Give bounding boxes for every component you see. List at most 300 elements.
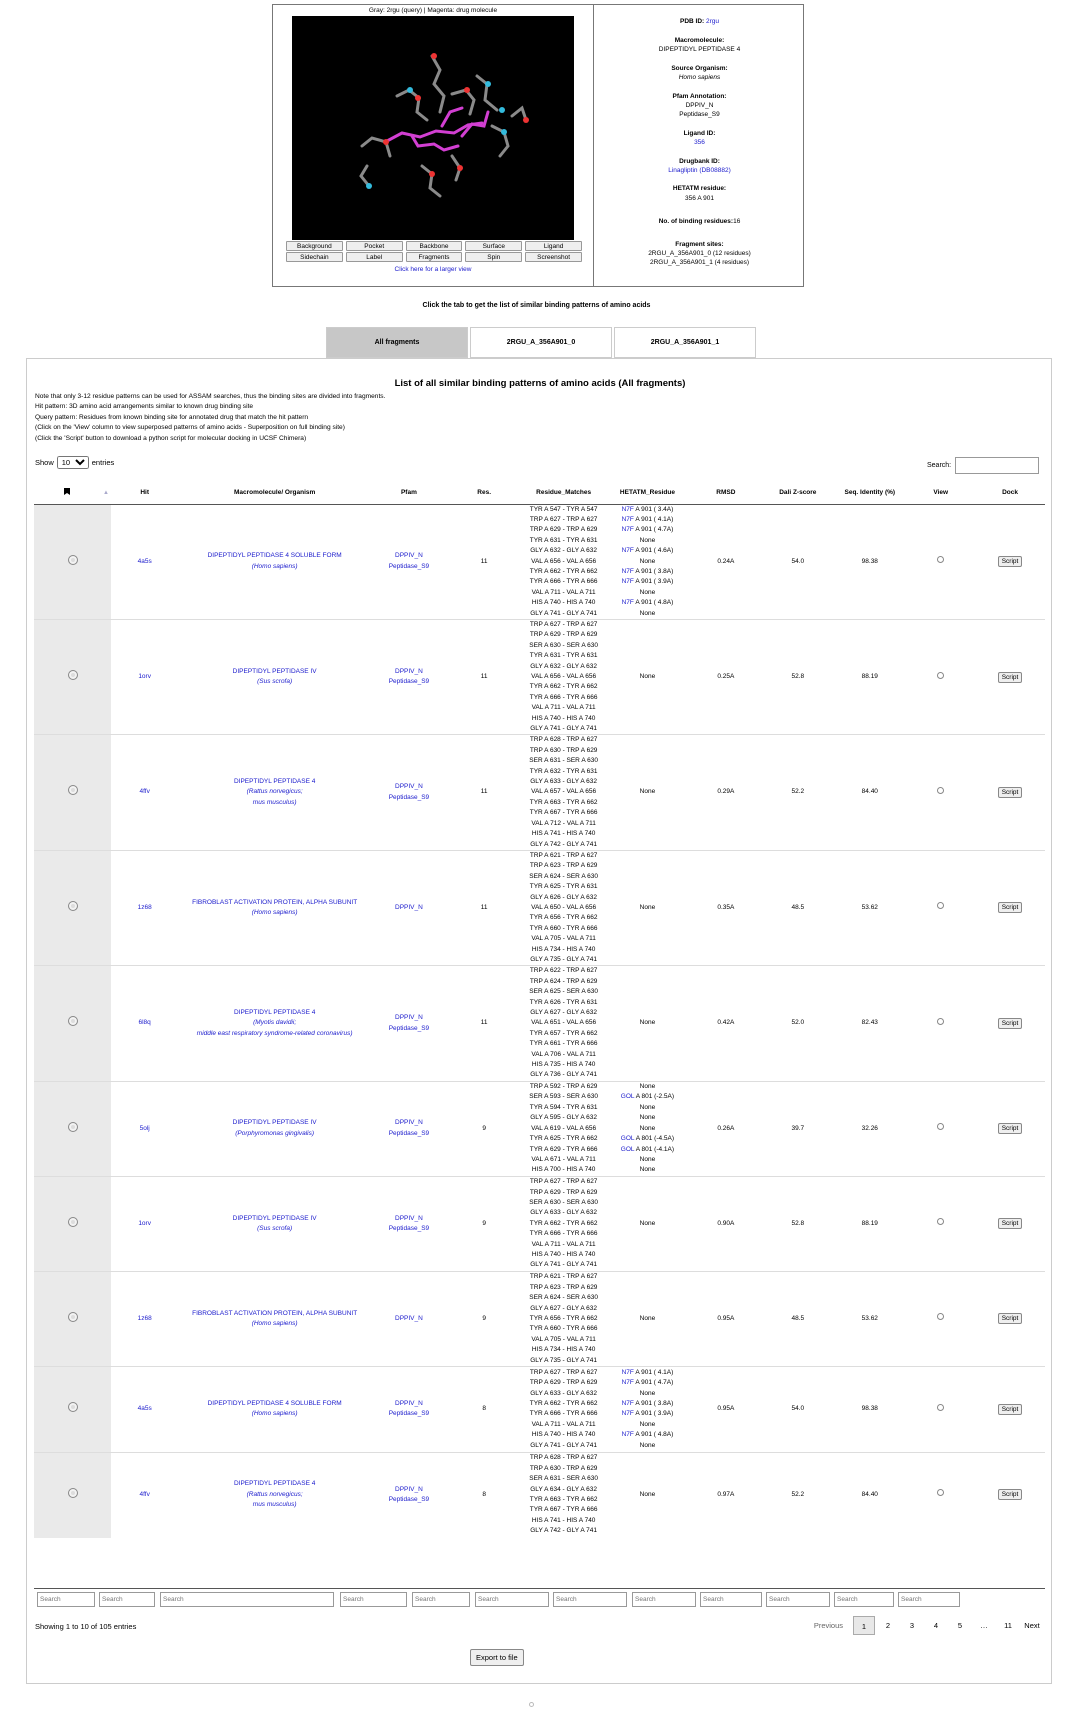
surface-button[interactable]: Surface	[465, 241, 522, 251]
dali-zscore: 39.7	[762, 1081, 833, 1176]
sidechain-button[interactable]: Sidechain	[286, 252, 343, 262]
col-dock[interactable]: Dock	[975, 482, 1045, 504]
table-body	[34, 504, 1045, 1538]
hetatm-entry	[606, 1113, 690, 1123]
residue-match: HIS A 741 - HIS A 740	[531, 1516, 596, 1524]
residue-match: VAL A 712 - VAL A 711	[531, 819, 596, 827]
organism-link[interactable]: (Homo sapiens)	[251, 909, 298, 917]
hetatm-link[interactable]: N7F	[621, 599, 634, 607]
pfam-link[interactable]: DPPIV_N	[395, 903, 423, 911]
rmsd-value: 0.95A	[689, 1367, 762, 1452]
search-col-dock[interactable]	[898, 1592, 960, 1607]
search-col-view[interactable]	[834, 1592, 894, 1607]
hit-cell	[111, 1081, 178, 1176]
macromolecule-link[interactable]: DIPEPTIDYL PEPTIDASE IV	[232, 1119, 317, 1127]
backbone-button[interactable]: Backbone	[406, 241, 463, 251]
tab-fragment-0[interactable]: 2RGU_A_356A901_0	[470, 327, 612, 358]
table-row[interactable]	[34, 504, 1045, 619]
hit-cell	[111, 504, 178, 619]
table-row[interactable]	[34, 619, 1045, 734]
page-button[interactable]: 1	[853, 1616, 875, 1635]
col-macromolecule[interactable]: Macromolecule/ Organism	[178, 482, 371, 504]
table-header-row	[34, 482, 1045, 504]
hit-link[interactable]: 4a5s	[137, 1405, 152, 1413]
hetatm-entry	[606, 903, 690, 913]
pfam-link[interactable]: DPPIV_N	[395, 552, 423, 560]
view-radio[interactable]	[937, 787, 944, 794]
pfam-cell	[371, 966, 446, 1081]
pdb-id-label: PDB ID:	[679, 18, 705, 25]
organism-link[interactable]: mus musculus)	[252, 798, 297, 806]
col-view[interactable]: View	[906, 482, 975, 504]
organism-link[interactable]: (Rattus norvegicus;	[246, 1490, 303, 1498]
organism-value: Homo sapiens	[678, 73, 721, 81]
larger-view-link[interactable]: Click here for a larger view	[394, 266, 472, 273]
select-radio[interactable]	[68, 1312, 78, 1322]
dock-cell	[975, 1367, 1045, 1452]
drugbank-link[interactable]: Linagliptin (DB08882)	[668, 166, 731, 174]
pfam-link[interactable]: Peptidase_S9	[388, 562, 430, 570]
hetatm-entry	[606, 1092, 690, 1102]
select-radio[interactable]	[68, 555, 78, 565]
residue-match: SER A 630 - SER A 630	[529, 1198, 598, 1206]
hetatm-cell	[606, 619, 690, 734]
hetatm-link[interactable]: N7F	[621, 578, 634, 586]
pfam-value-1: DPPIV_N	[685, 101, 714, 109]
pfam-link[interactable]: DPPIV_N	[395, 1485, 423, 1493]
view-radio[interactable]	[937, 1123, 944, 1130]
hetatm-link[interactable]: N7F	[621, 547, 634, 555]
view-radio[interactable]	[937, 672, 944, 679]
hetatm-text: None	[639, 1114, 656, 1122]
residue-match: HIS A 735 - HIS A 740	[531, 1061, 596, 1069]
residue-matches-cell	[522, 1452, 606, 1537]
residue-match: TYR A 660 - TYR A 666	[529, 924, 598, 932]
view-radio[interactable]	[937, 1404, 944, 1411]
select-cell	[34, 1452, 111, 1537]
select-radio[interactable]	[68, 670, 78, 680]
organism-link[interactable]: (Homo sapiens)	[251, 1320, 298, 1328]
search-col-hetatm[interactable]	[553, 1592, 627, 1607]
dock-cell	[975, 619, 1045, 734]
hit-link[interactable]: 4a5s	[137, 557, 152, 565]
page-button[interactable]: 11	[1004, 1621, 1012, 1630]
fragment-site-2: 2RGU_A_356A901_1 (4 residues)	[649, 259, 749, 267]
residue-match: TRP A 592 - TRP A 629	[529, 1083, 598, 1091]
res-count: 11	[447, 850, 522, 965]
view-radio[interactable]	[937, 556, 944, 563]
sort-asc-icon[interactable]: ▲	[101, 482, 112, 504]
search-col-select[interactable]	[37, 1592, 95, 1607]
binding-residues-value: 16	[733, 217, 741, 225]
ligand-button[interactable]: Ligand	[525, 241, 582, 251]
residue-match: TRP A 629 - TRP A 629	[529, 1379, 598, 1387]
page-end-marker	[529, 1702, 534, 1707]
residue-matches-cell	[522, 1367, 606, 1452]
select-radio[interactable]	[68, 1488, 78, 1498]
background-button[interactable]: Background	[286, 241, 343, 251]
residue-match: TRP A 628 - TRP A 627	[529, 1454, 598, 1462]
residue-match: GLY A 735 - GLY A 741	[530, 955, 597, 963]
hetatm-text: A 901 ( 4.1A)	[633, 515, 674, 523]
hetatm-cell	[606, 1272, 690, 1367]
ligand-id-link[interactable]: 356	[694, 138, 705, 146]
residue-match: TYR A 625 - TYR A 631	[529, 883, 598, 891]
script-button[interactable]: Script	[998, 902, 1023, 913]
next-page-button[interactable]: Next	[1024, 1621, 1040, 1630]
screenshot-button[interactable]: Screenshot	[525, 252, 582, 262]
macromolecule-link[interactable]: FIBROBLAST ACTIVATION PROTEIN, ALPHA SUBUNIT	[192, 1309, 358, 1317]
tab-hint: Click the tab to get the list of similar binding patterns of amino acids	[422, 302, 651, 309]
hit-link[interactable]: 5olj	[139, 1124, 150, 1132]
page-length-select[interactable]	[57, 456, 89, 469]
table-row[interactable]	[34, 1081, 1045, 1176]
hit-link[interactable]: 1orv	[138, 1219, 151, 1227]
hetatm-link[interactable]: GOL	[620, 1135, 635, 1143]
residue-match: VAL A 651 - VAL A 656	[531, 1019, 597, 1027]
hetatm-link[interactable]: N7F	[621, 505, 634, 513]
residue-match: VAL A 650 - VAL A 656	[531, 903, 597, 911]
pfam-link[interactable]: Peptidase_S9	[388, 1024, 430, 1032]
hit-link[interactable]: 6l8q	[138, 1019, 151, 1027]
macromolecule-link[interactable]: DIPEPTIDYL PEPTIDASE 4 SOLUBLE FORM	[207, 1399, 342, 1407]
pfam-link[interactable]: DPPIV_N	[395, 667, 423, 675]
hetatm-link[interactable]: N7F	[621, 526, 634, 534]
macromolecule-cell	[178, 1452, 371, 1537]
residue-match: GLY A 741 - GLY A 741	[530, 609, 597, 617]
page-button[interactable]: 3	[909, 1621, 915, 1630]
hetatm-text: None	[639, 1389, 656, 1397]
res-count: 11	[447, 735, 522, 850]
residue-match: GLY A 742 - GLY A 741	[530, 1527, 597, 1535]
hit-cell	[111, 1176, 178, 1271]
residue-match: TRP A 630 - TRP A 629	[529, 746, 598, 754]
residue-match: SER A 625 - SER A 630	[529, 988, 598, 996]
drugbank-label: Drugbank ID:	[679, 157, 720, 165]
table-row[interactable]	[34, 1367, 1045, 1452]
dock-cell	[975, 1272, 1045, 1367]
view-radio[interactable]	[937, 1218, 944, 1225]
select-cell	[34, 966, 111, 1081]
hetatm-cell	[606, 1367, 690, 1452]
residue-match: GLY A 627 - GLY A 632	[530, 1304, 597, 1312]
residue-match: SER A 593 - SER A 630	[529, 1093, 598, 1101]
hetatm-link[interactable]: N7F	[621, 567, 634, 575]
macromolecule-link[interactable]: DIPEPTIDYL PEPTIDASE 4	[233, 1009, 316, 1016]
search-col-pfam[interactable]	[340, 1592, 407, 1607]
residue-match: GLY A 632 - GLY A 632	[530, 662, 597, 670]
pfam-link[interactable]: Peptidase_S9	[388, 793, 430, 801]
hetatm-text: None	[639, 673, 656, 680]
script-button[interactable]: Script	[998, 672, 1023, 683]
residue-match: VAL A 711 - VAL A 711	[531, 1240, 596, 1248]
note-line: (Click the 'Script' button to download a python script for molecular docking in UCSF Chimera)	[35, 434, 307, 442]
residue-match: GLY A 735 - GLY A 741	[530, 1356, 597, 1364]
label-button[interactable]: Label	[346, 252, 403, 262]
organism-link[interactable]: (Myotis davidii;	[253, 1019, 297, 1027]
search-col-dali[interactable]	[700, 1592, 762, 1607]
hetatm-entry	[606, 1378, 690, 1388]
table-row[interactable]	[34, 1452, 1045, 1537]
hetatm-text: None	[639, 588, 656, 596]
pfam-link[interactable]: DPPIV_N	[395, 1119, 423, 1127]
hit-link[interactable]: 4ffv	[139, 788, 150, 796]
spin-button[interactable]: Spin	[465, 252, 522, 262]
hit-cell	[111, 966, 178, 1081]
structure-viewer-panel	[272, 4, 804, 287]
script-button[interactable]: Script	[998, 1489, 1023, 1500]
script-button[interactable]: Script	[998, 787, 1023, 798]
organism-link[interactable]: (Sus scrofa)	[257, 678, 293, 686]
res-count: 9	[447, 1176, 522, 1271]
search-input[interactable]	[955, 457, 1039, 474]
page-button[interactable]: 2	[885, 1621, 891, 1630]
hetatm-cell	[606, 850, 690, 965]
residue-match: VAL A 711 - VAL A 711	[531, 588, 596, 596]
hetatm-text: None	[639, 1124, 656, 1132]
residue-match: HIS A 740 - HIS A 740	[531, 1251, 596, 1259]
hetatm-entry	[606, 577, 690, 587]
note-line: (Click on the 'View' column to view superposed patterns of amino acids - Superposition on full binding site)	[35, 424, 345, 432]
bookmark-icon	[64, 488, 70, 495]
hetatm-link[interactable]: N7F	[621, 515, 634, 523]
search-col-hit[interactable]	[99, 1592, 155, 1607]
residue-match: TYR A 667 - TYR A 666	[529, 1506, 598, 1514]
hetatm-entry	[606, 672, 690, 682]
pfam-link[interactable]: Peptidase_S9	[388, 678, 430, 686]
hetatm-entry	[606, 598, 690, 608]
pfam-cell	[371, 619, 446, 734]
residue-matches-cell	[522, 735, 606, 850]
residue-match: TYR A 666 - TYR A 666	[529, 693, 598, 701]
residue-match: TYR A 663 - TYR A 662	[529, 798, 598, 806]
hetatm-entry	[606, 1409, 690, 1419]
hit-link[interactable]: 1orv	[138, 673, 151, 680]
table-row[interactable]	[34, 966, 1045, 1081]
view-cell	[906, 1176, 975, 1271]
select-radio[interactable]	[68, 901, 78, 911]
pfam-link[interactable]: DPPIV_N	[395, 783, 423, 791]
col-hetatm[interactable]: HETATM_Residue	[606, 482, 690, 504]
organism-link[interactable]: (Sus scrofa)	[257, 1225, 293, 1232]
col-pfam[interactable]: Pfam	[371, 482, 446, 504]
pfam-link[interactable]: DPPIV_N	[395, 1399, 423, 1407]
select-radio[interactable]	[68, 1402, 78, 1412]
search-col-res[interactable]	[412, 1592, 470, 1607]
page-button[interactable]: 4	[933, 1621, 939, 1630]
hetatm-text: None	[639, 788, 656, 796]
view-radio[interactable]	[937, 1018, 944, 1025]
dali-zscore: 54.0	[762, 1367, 833, 1452]
pagination	[812, 1616, 1043, 1635]
residue-match: GLY A 633 - GLY A 632	[530, 1389, 597, 1397]
pfam-link[interactable]: DPPIV_N	[395, 1214, 423, 1222]
view-radio[interactable]	[937, 1313, 944, 1320]
pocket-button[interactable]: Pocket	[346, 241, 403, 251]
organism-link[interactable]: middle east respiratory syndrome-related coronavirus)	[196, 1029, 353, 1037]
note-line: Note that only 3-12 residue patterns can be used for ASSAM searches, thus the binding sites are divided into fragments.	[35, 393, 386, 400]
macromolecule-cell	[178, 1081, 371, 1176]
col-dali[interactable]: Dali Z-score	[762, 482, 833, 504]
macromolecule-link[interactable]: FIBROBLAST ACTIVATION PROTEIN, ALPHA SUBUNIT	[192, 898, 358, 906]
pfam-link[interactable]: DPPIV_N	[395, 1314, 423, 1322]
script-button[interactable]: Script	[998, 1218, 1023, 1229]
residue-match: SER A 631 - SER A 630	[529, 757, 598, 765]
search-col-rmsd[interactable]	[632, 1592, 696, 1607]
script-button[interactable]: Script	[998, 1313, 1023, 1324]
rmsd-value: 0.42A	[689, 966, 762, 1081]
hetatm-text: None	[639, 536, 656, 544]
macromolecule-link[interactable]: DIPEPTIDYL PEPTIDASE IV	[232, 1214, 317, 1222]
col-res[interactable]: Res.	[447, 482, 522, 504]
hetatm-text: None	[639, 1420, 656, 1428]
table-row[interactable]	[34, 735, 1045, 850]
hetatm-link[interactable]: N7F	[621, 1368, 634, 1376]
hetatm-link[interactable]: N7F	[621, 1399, 634, 1407]
select-radio[interactable]	[68, 1016, 78, 1026]
rmsd-value: 0.95A	[689, 1272, 762, 1367]
molecule-3d-canvas[interactable]	[292, 16, 574, 240]
hetatm-text: A 901 ( 4.1A)	[633, 1368, 674, 1376]
macromolecule-link[interactable]: DIPEPTIDYL PEPTIDASE IV	[232, 667, 317, 675]
pfam-link[interactable]: Peptidase_S9	[388, 1410, 430, 1418]
residue-match: TRP A 622 - TRP A 627	[529, 967, 598, 975]
hetatm-link[interactable]: GOL	[620, 1145, 635, 1153]
seq-identity: 84.40	[833, 1452, 906, 1537]
residue-matches-cell	[522, 619, 606, 734]
export-button[interactable]: Export to file	[470, 1649, 524, 1666]
residue-match: TYR A 594 - TYR A 631	[529, 1103, 598, 1111]
seq-identity: 88.19	[833, 1176, 906, 1271]
macromolecule-link[interactable]: DIPEPTIDYL PEPTIDASE 4	[233, 778, 316, 786]
script-button[interactable]: Script	[998, 1123, 1023, 1134]
page-button[interactable]: 5	[957, 1621, 963, 1630]
hetatm-entry	[606, 1430, 690, 1440]
residue-match: TRP A 623 - TRP A 629	[529, 862, 598, 870]
view-cell	[906, 850, 975, 965]
search-col-seq-identity[interactable]	[766, 1592, 830, 1607]
tab-all-fragments[interactable]: All fragments	[326, 327, 468, 358]
fragments-button[interactable]: Fragments	[406, 252, 463, 262]
hetatm-text: None	[639, 903, 656, 911]
table-row[interactable]	[34, 1272, 1045, 1367]
macromolecule-link[interactable]: DIPEPTIDYL PEPTIDASE 4 SOLUBLE FORM	[207, 552, 342, 560]
hetatm-value: 356 A 901	[685, 194, 714, 202]
residue-match: GLY A 595 - GLY A 632	[530, 1114, 597, 1122]
pfam-cell	[371, 1272, 446, 1367]
residue-match: VAL A 711 - VAL A 711	[531, 704, 596, 712]
view-radio[interactable]	[937, 1489, 944, 1496]
hetatm-text: A 901 ( 4.7A)	[633, 1379, 674, 1387]
hetatm-link[interactable]: N7F	[621, 1431, 634, 1439]
res-count: 8	[447, 1367, 522, 1452]
select-radio[interactable]	[68, 785, 78, 795]
residue-matches-cell	[522, 1272, 606, 1367]
residue-match: TYR A 631 - TYR A 631	[529, 536, 598, 544]
view-cell	[906, 504, 975, 619]
dali-zscore: 48.5	[762, 1272, 833, 1367]
macromolecule-cell	[178, 1176, 371, 1271]
organism-link[interactable]: (Homo sapiens)	[251, 1410, 298, 1418]
binding-site-info	[593, 5, 805, 286]
search-col-macromolecule[interactable]	[160, 1592, 334, 1607]
script-button[interactable]: Script	[998, 556, 1023, 567]
view-cell	[906, 966, 975, 1081]
hetatm-text: None	[639, 1166, 656, 1174]
col-seq-identity[interactable]: Seq. Identity (%)	[833, 482, 906, 504]
residue-match: GLY A 742 - GLY A 741	[530, 840, 597, 848]
view-cell	[906, 1081, 975, 1176]
residue-match: GLY A 626 - GLY A 632	[530, 893, 597, 901]
hetatm-link[interactable]: N7F	[621, 1410, 634, 1418]
organism-link[interactable]: mus musculus)	[252, 1501, 297, 1509]
select-radio[interactable]	[68, 1217, 78, 1227]
script-button[interactable]: Script	[998, 1018, 1023, 1029]
residue-match: TYR A 656 - TYR A 662	[529, 1314, 598, 1322]
organism-link[interactable]: (Rattus norvegicus;	[246, 788, 303, 796]
macromolecule-cell	[178, 504, 371, 619]
pfam-cell	[371, 1367, 446, 1452]
hit-link[interactable]: 4ffv	[139, 1490, 150, 1498]
residue-match: VAL A 619 - VAL A 656	[531, 1124, 597, 1132]
residue-match: TRP A 624 - TRP A 629	[529, 977, 598, 985]
note-line: Hit pattern: 3D amino acid arrangements similar to known drug binding site	[35, 403, 254, 411]
hetatm-text: None	[639, 1103, 656, 1111]
hit-link[interactable]: 1z68	[137, 1314, 152, 1322]
residue-matches-cell	[522, 850, 606, 965]
pdb-id-link[interactable]: 2rgu	[706, 18, 720, 25]
script-button[interactable]: Script	[998, 1404, 1023, 1415]
hetatm-link[interactable]: GOL	[620, 1093, 635, 1101]
binding-residues-label: No. of binding residues:	[658, 217, 734, 225]
col-residue-matches[interactable]: Residue_Matches	[522, 482, 606, 504]
hetatm-text: None	[639, 1441, 656, 1449]
table-row[interactable]	[34, 850, 1045, 965]
table-row[interactable]	[34, 1176, 1045, 1271]
pfam-link[interactable]: Peptidase_S9	[388, 1129, 430, 1137]
hetatm-entry	[606, 1389, 690, 1399]
macromolecule-cell	[178, 850, 371, 965]
residue-match: VAL A 706 - VAL A 711	[531, 1050, 596, 1058]
select-radio[interactable]	[68, 1122, 78, 1132]
residue-match: VAL A 705 - VAL A 711	[531, 1335, 596, 1343]
residue-match: HIS A 700 - HIS A 740	[531, 1166, 596, 1174]
bookmark-column-header[interactable]	[34, 482, 101, 504]
col-rmsd[interactable]: RMSD	[689, 482, 762, 504]
residue-match: TYR A 657 - TYR A 662	[529, 1029, 598, 1037]
residue-match: TYR A 666 - TYR A 666	[529, 1230, 598, 1238]
organism-link[interactable]: (Homo sapiens)	[251, 562, 298, 570]
tab-fragment-1[interactable]: 2RGU_A_356A901_1	[614, 327, 756, 358]
previous-page-button[interactable]: Previous	[813, 1621, 843, 1630]
entries-label: entries	[91, 458, 115, 467]
list-title: List of all similar binding patterns of amino acids (All fragments)	[394, 378, 686, 389]
organism-link[interactable]: (Porphyromonas gingivalis)	[235, 1129, 315, 1137]
residue-match: TRP A 630 - TRP A 629	[529, 1464, 598, 1472]
col-hit[interactable]: Hit	[111, 482, 178, 504]
pfam-link[interactable]: DPPIV_N	[395, 1014, 423, 1022]
column-search-row	[34, 1588, 1045, 1589]
pfam-link[interactable]: Peptidase_S9	[388, 1225, 430, 1232]
pfam-cell	[371, 1081, 446, 1176]
page-length-control	[35, 456, 114, 469]
search-col-residue-matches[interactable]	[475, 1592, 549, 1607]
view-radio[interactable]	[937, 902, 944, 909]
macromolecule-link[interactable]: DIPEPTIDYL PEPTIDASE 4	[233, 1480, 316, 1488]
hetatm-link[interactable]: N7F	[621, 1379, 634, 1387]
hit-link[interactable]: 1z68	[137, 903, 152, 911]
pfam-link[interactable]: Peptidase_S9	[388, 1496, 430, 1504]
